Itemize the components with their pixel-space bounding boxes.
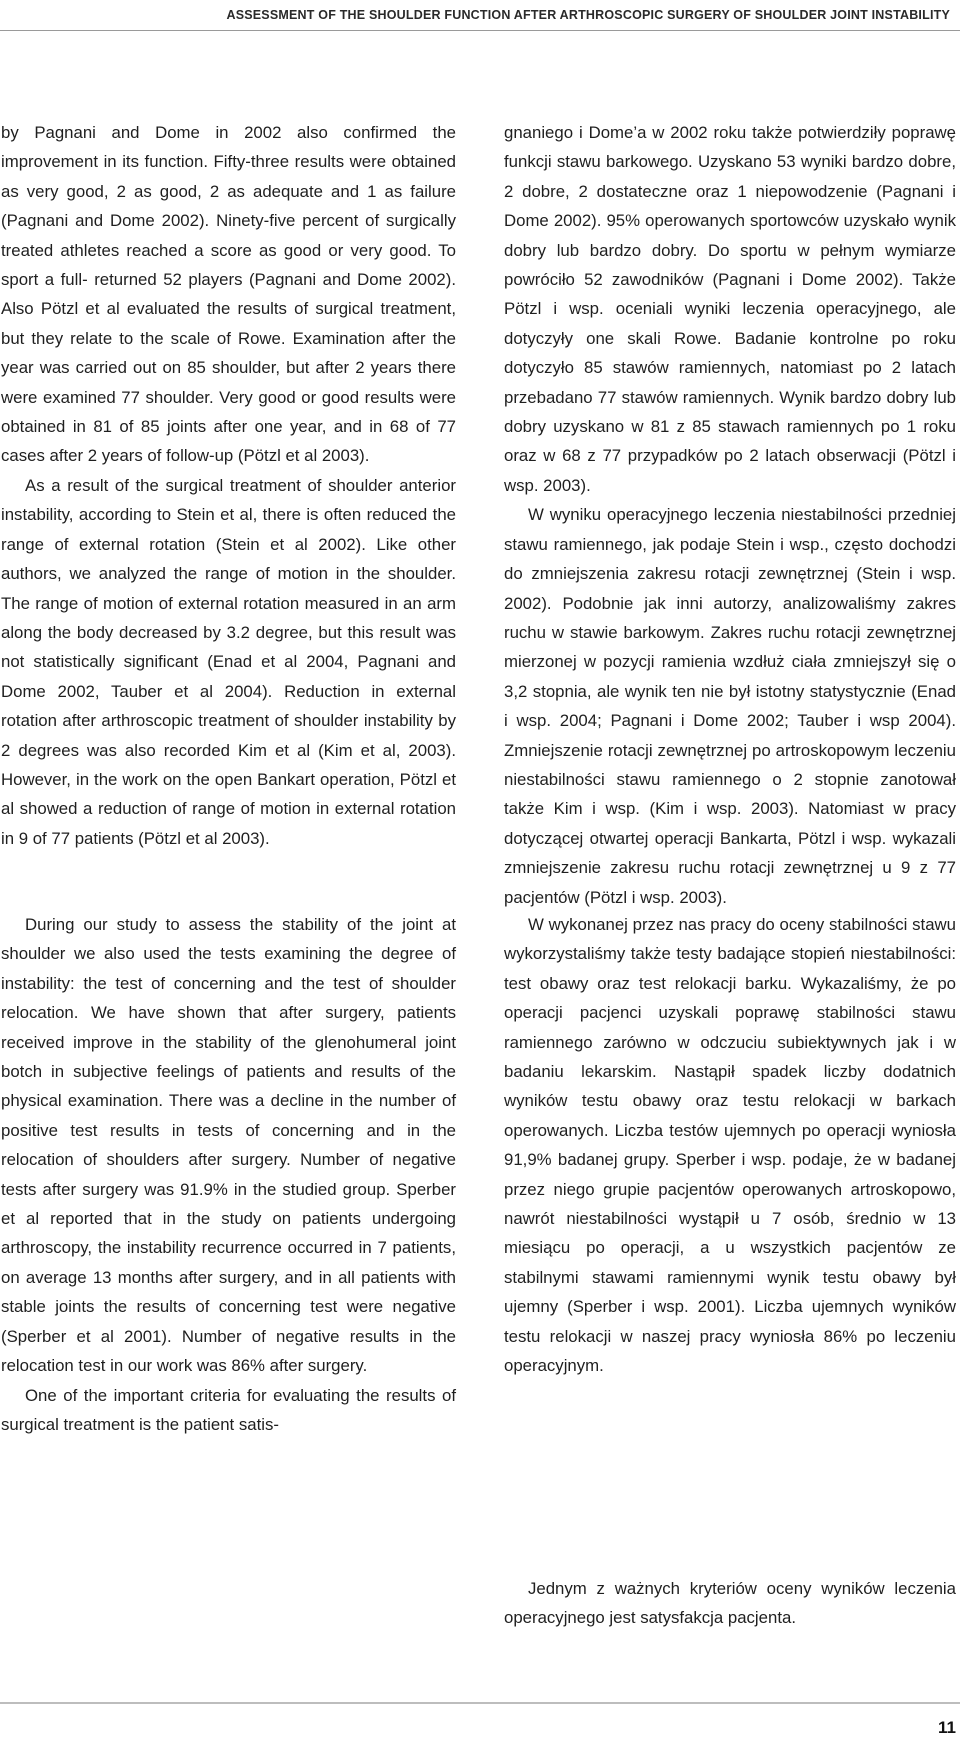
- paragraph: During our study to assess the stability of the joint at shoulder we also used the tests examining the degree of instability: the test of concerning and the test of shoulder relocation. We have shown that after surgery, patients received improve in the stability of the glenohumeral joint botch in subjective feelings of patients and results of the physical examination. There was a decline in the number of positive test results in tests of concerning and in the relocation of shoulders after surgery. Number of negative tests after surgery was 91.9% in the studied group. Sperber et al reported that in the study on patients undergoing arthroscopy, the instability recurrence occurred in 7 patients, on average 13 months after surgery, and in all patients with stable joints the results of concerning test were negative (Sperber et al 2001). Number of negative results in the relocation test in our work was 86% after surgery.: [1, 915, 456, 1376]
- left-column-section-2: [1, 910, 456, 1439]
- right-column-section-2: [504, 910, 956, 1381]
- paragraph: W wyniku operacyjnego leczenia niestabilności przedniej stawu ramiennego, jak podaje Stein i wsp., często dochodzi do zmniejszenia zakresu rotacji zewnętrznej (Stein i wsp. 2002). Podobnie jak inni autorzy, analizowaliśmy zakres ruchu w stawie barkowym. Zakres ruchu rotacji zewnętrznej mierzonej w pozycji ramienia wzdłuż ciała zmniejszył się o 3,2 stopnia, ale wynik ten nie był istotny statystycznie (Enad i wsp. 2004; Pagnani i Dome 2002; Tauber i wsp 2004). Zmniejszenie rotacji zewnętrznej po artroskopowym leczeniu niestabilności stawu ramiennego o 2 stopnie zanotował także Kim i wsp. (Kim i wsp. 2003). Natomiast w pracy dotyczącej otwartej operacji Bankarta, Pötzl i wsp. wykazali zmniejszenie zakresu ruchu rotacji zewnętrznej u 9 z 77 pacjentów (Pötzl i wsp. 2003).: [504, 505, 956, 907]
- paragraph: One of the important criteria for evaluating the results of surgical treatment is the patient satis-: [1, 1385, 456, 1434]
- running-header-title: ASSESSMENT OF THE SHOULDER FUNCTION AFTER ARTHROSCOPIC SURGERY OF SHOULDER JOINT INSTABILITY: [226, 8, 950, 22]
- paragraph: W wykonanej przez nas pracy do oceny stabilności stawu wykorzystaliśmy także testy badające stopień niestabilności: test obawy oraz test relokacji barku. Wykazaliśmy, że po operacji pacjenci uzyskali poprawę stabilności stawu ramiennego zarówno w odczuciu subiektywnych jak i w badaniu lekarskim. Nastąpił spadek liczby dodatnich wyników testu obawy oraz testu relokacji w barkach operowanych. Liczba testów ujemnych po operacji wyniosła 91,9% badanej grupy. Sperber i wsp. podaje, że w badanej przez niego grupie pacjentów operowanych artroskopowo, nawrót niestabilności wystąpił u 7 osób, średnio w 13 miesiącu po operacji, a u wszystkich pacjentów ze stabilnymi stawami ramiennymi wynik testu obawy był ujemny (Sperber i wsp. 2001). Liczba ujemnych wyników testu relokacji w naszej pracy wyniosła 86% po leczeniu operacyjnym.: [504, 915, 956, 1376]
- running-header: [0, 0, 960, 34]
- header-divider: [0, 30, 960, 31]
- paragraph: gnaniego i Dome’a w 2002 roku także potwierdziły poprawę funkcji stawu barkowego. Uzyskano 53 wyniki bardzo dobre, 2 dobre, 2 dostateczne oraz 1 niepowodzenie (Pagnani i Dome 2002). 95% operowanych sportowców uzyskało wynik dobry lub bardzo dobry. Do sportu w pełnym wymiarze powróciło 52 zawodników (Pagnani i Dome 2002). Także Pötzl i wsp. oceniali wyniki leczenia operacyjnego, ale dotyczyły one skali Rowe. Badanie kontrolne po roku dotyczyło 85 stawów ramiennych, natomiast po 2 latach przebadano 77 stawów ramiennych. Wynik bardzo dobry lub dobry uzyskano w 81 z 85 stawach ramiennych po 1 roku oraz w 68 z 77 przypadków po 2 latach obserwacji (Pötzl i wsp. 2003).: [504, 123, 956, 495]
- right-column-section-3: [504, 1574, 956, 1633]
- right-column-section-1: [504, 118, 956, 912]
- paragraph: Jednym z ważnych kryteriów oceny wyników leczenia operacyjnego jest satysfakcja pacjenta.: [504, 1579, 956, 1628]
- paragraph: As a result of the surgical treatment of shoulder anterior instability, according to Stein et al, there is often reduced the range of external rotation (Stein et al 2002). Like other authors, we analyzed the range of motion in the shoulder. The range of motion of external rotation measured in an arm along the body decreased by 3.2 degree, but this result was not statistically significant (Enad et al 2004, Pagnani and Dome 2002, Tauber et al 2004). Reduction in external rotation after arthroscopic treatment of shoulder instability by 2 degrees was also recorded Kim et al (Kim et al, 2003). However, in the work on the open Bankart operation, Pötzl et al showed a reduction of range of motion in external rotation in 9 of 77 patients (Pötzl et al 2003).: [1, 475, 456, 848]
- page-number: 11: [938, 1718, 956, 1737]
- paragraph: by Pagnani and Dome in 2002 also confirmed the improvement in its function. Fifty-three results were obtained as very good, 2 as good, 2 as adequate and 1 as failure (Pagnani and Dome 2002). Ninety-five percent of surgically treated athletes reached a score as good or very good. To sport a full- returned 52 players (Pagnani and Dome 2002). Also Pötzl et al evaluated the results of surgical treatment, but they relate to the scale of Rowe. Examination after the year was carried out on 85 shoulder, but after 2 years there were examined 77 shoulder. Very good or good results were obtained in 81 of 85 joints after one year, and in 68 of 77 cases after 2 years of follow-up (Pötzl et al 2003).: [1, 123, 456, 466]
- left-column-section-1: [1, 118, 456, 853]
- footer-divider: [0, 1702, 960, 1704]
